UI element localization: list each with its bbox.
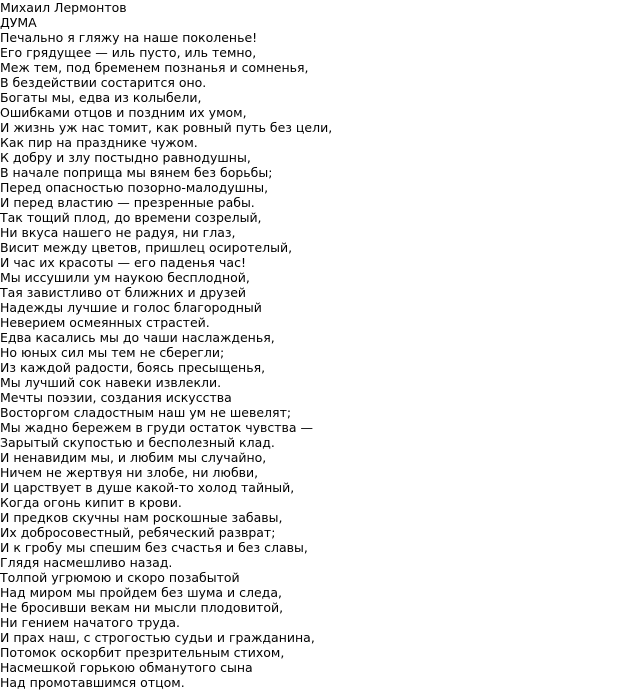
poem-body (0, 30, 637, 690)
poem-line: В бездействии состарится оно. (0, 75, 207, 90)
poem-line: Но юных сил мы тем не сберегли; (0, 345, 225, 360)
poem-line: Неверием осмеянных страстей. (0, 315, 210, 330)
poem-line: Перед опасностью позорно-малодушны, (0, 180, 269, 195)
poem-line: И перед властию — презренные рабы. (0, 195, 255, 210)
poem-line: И час их красоты — его паденья час! (0, 255, 246, 270)
poem-line: И ненавидим мы, и любим мы случайно, (0, 450, 267, 465)
poem-line: Тая завистливо от ближних и друзей (0, 285, 247, 300)
poem-line: Не бросивши векам ни мысли плодовитой, (0, 600, 284, 615)
poem-line: Мы жадно бережем в груди остаток чувства — (0, 420, 314, 435)
poem-line: Висит между цветов, пришлец осиротелый, (0, 240, 293, 255)
poem-line: Их добросовестный, ребяческий разврат; (0, 525, 276, 540)
poem-line: В начале поприща мы вянем без борьбы; (0, 165, 273, 180)
poem-line: Так тощий плод, до времени созрелый, (0, 210, 262, 225)
poem-line: Меж тем, под бременем познанья и сомненья, (0, 60, 309, 75)
poem-line: Когда огонь кипит в крови. (0, 495, 182, 510)
poem-line: И жизнь уж нас томит, как ровный путь без цели, (0, 120, 333, 135)
poem-line: Ни вкуса нашего не радуя, ни глаз, (0, 225, 236, 240)
poem-line: Ошибками отцов и поздним их умом, (0, 105, 247, 120)
poem-line: Глядя насмешливо назад. (0, 555, 173, 570)
poem-line: Из каждой радости, боясь пресыщенья, (0, 360, 266, 375)
poem-line: Зарытый скупостью и бесполезный клад. (0, 435, 275, 450)
author-name: Михаил Лермонтов (0, 0, 127, 15)
poem-line: Ни гением начатого труда. (0, 615, 181, 630)
poem-line: Потомок оскорбит презрительным стихом, (0, 645, 285, 660)
poem-title: ДУМА (0, 15, 37, 30)
poem-line: Над промотавшимся отцом. (0, 675, 185, 690)
poem-line: Как пир на празднике чужом. (0, 135, 198, 150)
poem-line: Ничем не жертвуя ни злобе, ни любви, (0, 465, 259, 480)
poem-line: И к гробу мы спешим без счастья и без славы, (0, 540, 308, 555)
poem-line: И царствует в душе какой-то холод тайный, (0, 480, 295, 495)
poem-line: Насмешкой горькою обманутого сына (0, 660, 253, 675)
poem-line: К добру и злу постыдно равнодушны, (0, 150, 251, 165)
poem-line: Восторгом сладостным наш ум не шевелят; (0, 405, 292, 420)
poem-line: Печально я гляжу на наше поколенье! (0, 30, 258, 45)
poem-line: Мы лучший сок навеки извлекли. (0, 375, 222, 390)
poem-line: И прах наш, с строгостью судьи и гражданина, (0, 630, 315, 645)
poem-line: Мечты поэзии, создания искусства (0, 390, 232, 405)
poem-line: Над миром мы пройдем без шума и следа, (0, 585, 282, 600)
poem-line: Его грядущее — иль пусто, иль темно, (0, 45, 257, 60)
poem-line: Надежды лучшие и голос благородный (0, 300, 262, 315)
poem-line: Толпой угрюмою и скоро позабытой (0, 570, 240, 585)
poem-line: Богаты мы, едва из колыбели, (0, 90, 202, 105)
poem-line: Едва касались мы до чаши наслажденья, (0, 330, 275, 345)
poem-line: И предков скучны нам роскошные забавы, (0, 510, 283, 525)
poem-line: Мы иссушили ум наукою бесплодной, (0, 270, 250, 285)
